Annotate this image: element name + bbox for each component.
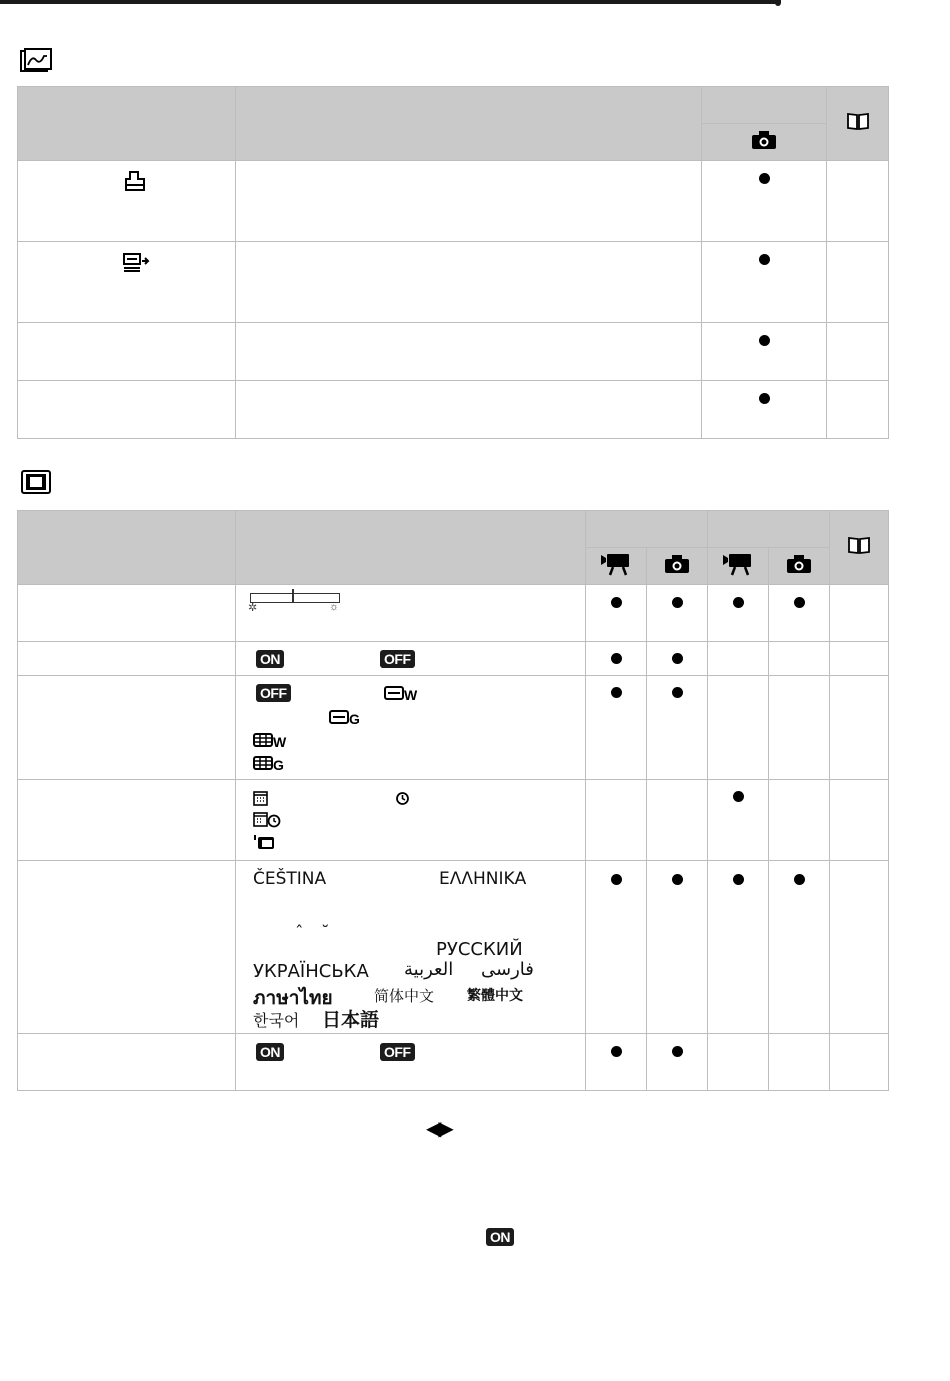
setting-options [236, 780, 586, 861]
playback-photo-icon [20, 48, 52, 74]
off-badge: OFF [256, 684, 291, 702]
available-dot [672, 687, 683, 698]
availability-cell [769, 642, 830, 676]
movie-camera-icon [600, 552, 632, 576]
availability-cell [702, 381, 827, 439]
setting-options [236, 585, 586, 642]
setting-options [236, 676, 586, 780]
left-right-arrows-icon: ◀▶ [426, 1118, 451, 1140]
reference-cell [830, 676, 889, 780]
horizontal-marker-icon [329, 710, 349, 724]
header-photo [647, 548, 708, 585]
availability-cell [647, 861, 708, 1034]
horizontal-marker-white: W [384, 686, 417, 705]
reference-cell [827, 323, 889, 381]
on-badge: ON [256, 1043, 284, 1061]
setting-options [236, 1034, 586, 1091]
setting-options [236, 642, 586, 676]
menu-item [18, 585, 236, 642]
setting-options [236, 242, 702, 323]
top-rule-end [775, 0, 781, 6]
book-icon [846, 112, 870, 130]
reference-cell [827, 381, 889, 439]
menu-item [18, 861, 236, 1034]
reference-cell [827, 242, 889, 323]
header-menu-item [18, 87, 236, 161]
on-badge: ON [486, 1228, 514, 1246]
availability-cell [708, 642, 769, 676]
language-option: ΕΛΛΗΝΙΚΑ [439, 869, 527, 889]
availability-cell [708, 780, 769, 861]
header-camera-mode [586, 511, 708, 548]
availability-cell [769, 585, 830, 642]
reference-cell [830, 1034, 889, 1091]
camera-icon [751, 130, 777, 150]
grid-marker-white: W [253, 733, 286, 752]
movie-camera-icon [722, 552, 754, 576]
availability-cell [708, 1034, 769, 1091]
language-option: УКРАЇНСЬКА [253, 961, 369, 982]
header-movie [708, 548, 769, 585]
available-dot [733, 597, 744, 608]
brightness-marker [292, 589, 294, 603]
available-dot [672, 1046, 683, 1057]
table-row [18, 242, 889, 323]
available-dot [759, 254, 770, 265]
accent-mark: ˘ [321, 923, 330, 943]
table-row [18, 585, 889, 642]
table-row [18, 861, 889, 1034]
date-icon [253, 791, 268, 806]
availability-cell [586, 1034, 647, 1091]
clock-icon [395, 791, 410, 806]
availability-cell [647, 585, 708, 642]
availability-cell [708, 676, 769, 780]
availability-cell [702, 323, 827, 381]
language-options [236, 861, 586, 1034]
availability-cell [647, 1034, 708, 1091]
language-option: فارسی [481, 959, 534, 980]
print-icon [123, 170, 147, 192]
header-setting-options [236, 511, 586, 585]
availability-cell [586, 861, 647, 1034]
table-row [18, 161, 889, 242]
book-icon [847, 536, 871, 554]
off-badge: OFF [380, 1043, 415, 1061]
availability-cell [708, 585, 769, 642]
top-rule [0, 0, 778, 4]
available-dot [611, 653, 622, 664]
availability-cell [586, 676, 647, 780]
available-dot [759, 173, 770, 184]
language-option: РУССКИЙ [436, 939, 523, 960]
language-option: 한국어 [253, 1011, 300, 1030]
camera-icon [786, 554, 812, 574]
table-row [18, 780, 889, 861]
language-option: ČEŠTINA [253, 869, 327, 889]
header-menu-item [18, 511, 236, 585]
menu-item-transfer-order [18, 242, 236, 323]
available-dot [611, 687, 622, 698]
reference-cell [830, 585, 889, 642]
header-photo-mode [702, 124, 827, 161]
available-dot [759, 393, 770, 404]
brightness-slider [250, 593, 340, 603]
bright-icon: ☼ [329, 601, 340, 613]
language-option: 繁體中文 [467, 988, 523, 1004]
grid-marker-gray: G [253, 756, 284, 775]
camera-data-icon [253, 834, 275, 850]
reference-cell [830, 861, 889, 1034]
availability-cell [769, 1034, 830, 1091]
availability-cell [586, 585, 647, 642]
table-row [18, 323, 889, 381]
language-option: 简体中文 [374, 987, 435, 1005]
horizontal-marker-gray: G [329, 710, 360, 729]
on-badge: ON [256, 650, 284, 668]
menu-item [18, 780, 236, 861]
availability-cell [586, 642, 647, 676]
dim-icon: ✲ [248, 602, 258, 614]
table-playback-menu [17, 86, 889, 439]
available-dot [794, 874, 805, 885]
available-dot [672, 597, 683, 608]
available-dot [759, 335, 770, 346]
header-setting-options [236, 87, 702, 161]
transfer-order-icon [122, 251, 150, 273]
table-row [18, 1034, 889, 1091]
setting-options [236, 381, 702, 439]
table-row [18, 642, 889, 676]
table-display-setup-menu [17, 510, 889, 1091]
grid-marker-icon [253, 733, 273, 747]
table-row [18, 381, 889, 439]
availability-cell [647, 780, 708, 861]
header-photo [769, 548, 830, 585]
grid-marker-icon [253, 756, 273, 770]
available-dot [672, 874, 683, 885]
language-option: العربية [404, 959, 454, 980]
menu-item [18, 323, 236, 381]
availability-cell [702, 242, 827, 323]
available-dot [611, 1046, 622, 1057]
availability-cell [647, 676, 708, 780]
reference-cell [827, 161, 889, 242]
display-setup-icon [20, 469, 52, 495]
availability-cell [769, 861, 830, 1034]
availability-cell [702, 161, 827, 242]
language-option: 日本語 [322, 1009, 380, 1031]
available-dot [733, 791, 744, 802]
menu-item [18, 381, 236, 439]
setting-options [236, 161, 702, 242]
available-dot [611, 874, 622, 885]
header-reference [830, 511, 889, 585]
menu-item-print [18, 161, 236, 242]
menu-item [18, 642, 236, 676]
menu-item [18, 676, 236, 780]
available-dot [672, 653, 683, 664]
horizontal-marker-icon [384, 686, 404, 700]
header-movie [586, 548, 647, 585]
header-reference [827, 87, 889, 161]
availability-cell [586, 780, 647, 861]
setting-options [236, 323, 702, 381]
header-play-mode [708, 511, 830, 548]
table-row [18, 676, 889, 780]
available-dot [794, 597, 805, 608]
camera-icon [664, 554, 690, 574]
accent-mark: ˆ [295, 923, 304, 943]
availability-cell [769, 676, 830, 780]
reference-cell [830, 780, 889, 861]
date-time-icon [253, 812, 283, 828]
availability-cell [647, 642, 708, 676]
header-availability [702, 87, 827, 124]
menu-item [18, 1034, 236, 1091]
available-dot [611, 597, 622, 608]
language-option: ภาษาไทย [253, 987, 333, 1009]
available-dot [733, 874, 744, 885]
off-badge: OFF [380, 650, 415, 668]
reference-cell [830, 642, 889, 676]
availability-cell [769, 780, 830, 861]
availability-cell [708, 861, 769, 1034]
